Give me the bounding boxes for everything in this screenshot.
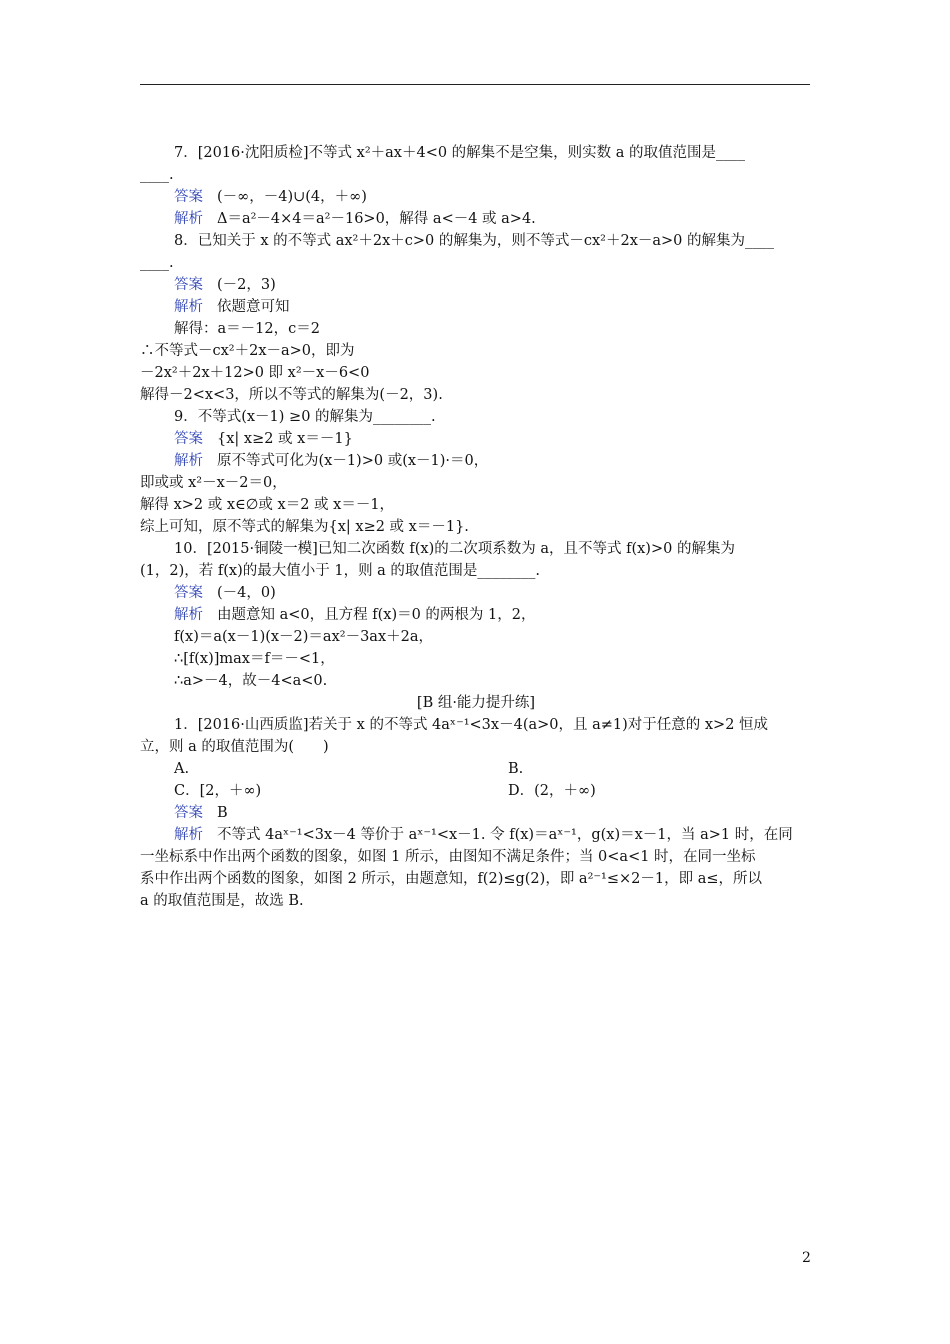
page-number: 2 <box>802 1250 811 1266</box>
analysis-line <box>140 208 812 230</box>
option-left: A. <box>174 761 190 777</box>
line-text: B <box>217 805 228 821</box>
line-text: ∴不等式－cx²＋2x－a>0，即为 <box>140 343 355 359</box>
text-line <box>140 648 812 670</box>
section-heading <box>140 692 812 714</box>
line-text: 不等式 4aˣ⁻¹<3x－4 等价于 aˣ⁻¹<x－1. 令 f(x)＝aˣ⁻¹，g(x)＝x－1，当 a>1 时，在同 <box>217 827 793 843</box>
line-text: 系中作出两个函数的图象，如图 2 所示，由题意知，f(2)≤g(2)，即 a²⁻¹≤×2－1，即 a≤，所以 <box>140 871 763 887</box>
line-text: Δ＝a²－4×4＝a²－16>0，解得 a<－4 或 a>4. <box>217 211 536 227</box>
line-text: [B 组·能力提升练] <box>416 695 536 711</box>
line-text: (1，2)，若 f(x)的最大值小于 1，则 a 的取值范围是________. <box>140 563 541 579</box>
question-line <box>140 142 812 164</box>
question-line <box>140 538 812 560</box>
line-text: 由题意知 a<0，且方程 f(x)＝0 的两根为 1，2， <box>217 607 536 623</box>
text-line <box>140 472 812 494</box>
answer-line <box>140 582 812 604</box>
analysis-label: 解析 <box>174 299 203 315</box>
text-line <box>140 868 812 890</box>
line-text: ∴a>－4，故－4<a<0. <box>174 673 328 689</box>
line-text: 立，则 a 的取值范围为( ) <box>140 739 329 755</box>
answer-line <box>140 186 812 208</box>
text-line <box>140 164 812 186</box>
text-line <box>140 516 812 538</box>
line-text: ∴[f(x)]max＝f＝－<1， <box>174 651 335 667</box>
line-text: (－∞，－4)∪(4，＋∞) <box>217 189 367 205</box>
header-rule <box>140 84 810 85</box>
question-line <box>140 406 812 428</box>
text-line <box>140 494 812 516</box>
line-text: 9．不等式(x－1) ≥0 的解集为________. <box>174 409 436 425</box>
options-row <box>140 758 812 780</box>
line-text: (－2，3) <box>217 277 276 293</box>
text-line <box>140 340 812 362</box>
analysis-line <box>140 824 812 846</box>
line-text: 一坐标系中作出两个函数的图象，如图 1 所示，由图知不满足条件；当 0<a<1 时，在同一坐标 <box>140 849 756 865</box>
analysis-line <box>140 604 812 626</box>
answer-label: 答案 <box>174 805 203 821</box>
line-text: 8．已知关于 x 的不等式 ax²＋2x＋c>0 的解集为，则不等式－cx²＋2x－a>0 的解集为____ <box>174 233 775 249</box>
text-line <box>140 736 812 758</box>
line-text: 解得：a＝－12，c＝2 <box>174 321 320 337</box>
line-text: 综上可知，原不等式的解集为{x| x≥2 或 x＝－1}. <box>140 519 469 535</box>
line-text: 解得－2<x<3，所以不等式的解集为(－2，3). <box>140 387 443 403</box>
answer-label: 答案 <box>174 277 203 293</box>
text-line <box>140 318 812 340</box>
question-line <box>140 230 812 252</box>
analysis-label: 解析 <box>174 827 203 843</box>
line-text: 解得 x>2 或 x∈∅或 x＝2 或 x＝－1， <box>140 497 395 513</box>
line-text: 原不等式可化为(x－1)>0 或(x－1)·＝0， <box>217 453 489 469</box>
text-line <box>140 670 812 692</box>
line-text: ____. <box>140 167 174 183</box>
text-line <box>140 252 812 274</box>
analysis-label: 解析 <box>174 211 203 227</box>
option-left: C．[2，＋∞) <box>174 783 262 799</box>
options-row <box>140 780 812 802</box>
question-line <box>140 714 812 736</box>
answer-line <box>140 802 812 824</box>
document-body <box>140 142 812 912</box>
line-text: {x| x≥2 或 x＝－1} <box>217 431 353 447</box>
line-text: a 的取值范围是，故选 B. <box>140 893 304 909</box>
line-text: 依题意可知 <box>217 299 290 315</box>
answer-line <box>140 428 812 450</box>
analysis-line <box>140 450 812 472</box>
text-line <box>140 362 812 384</box>
text-line <box>140 626 812 648</box>
answer-line <box>140 274 812 296</box>
line-text: 即或或 x²－x－2＝0， <box>140 475 287 491</box>
text-line <box>140 890 812 912</box>
option-right: B. <box>508 761 524 777</box>
answer-label: 答案 <box>174 189 203 205</box>
text-line <box>140 560 812 582</box>
analysis-line <box>140 296 812 318</box>
answer-label: 答案 <box>174 585 203 601</box>
answer-label: 答案 <box>174 431 203 447</box>
text-line <box>140 846 812 868</box>
line-text: ____. <box>140 255 174 271</box>
option-right: D．(2，＋∞) <box>508 783 596 799</box>
text-line <box>140 384 812 406</box>
line-text: 1．[2016·山西质监]若关于 x 的不等式 4aˣ⁻¹<3x－4(a>0，且 a≠1)对于任意的 x>2 恒成 <box>174 717 769 733</box>
line-text: f(x)＝a(x－1)(x－2)＝ax²－3ax＋2a， <box>174 629 433 645</box>
line-text: 10．[2015·铜陵一模]已知二次函数 f(x)的二次项系数为 a，且不等式 f(x)>0 的解集为 <box>174 541 735 557</box>
line-text: (－4，0) <box>217 585 276 601</box>
line-text: 7．[2016·沈阳质检]不等式 x²＋ax＋4<0 的解集不是空集，则实数 a 的取值范围是____ <box>174 145 746 161</box>
line-text: －2x²＋2x＋12>0 即 x²－x－6<0 <box>140 365 370 381</box>
analysis-label: 解析 <box>174 453 203 469</box>
analysis-label: 解析 <box>174 607 203 623</box>
